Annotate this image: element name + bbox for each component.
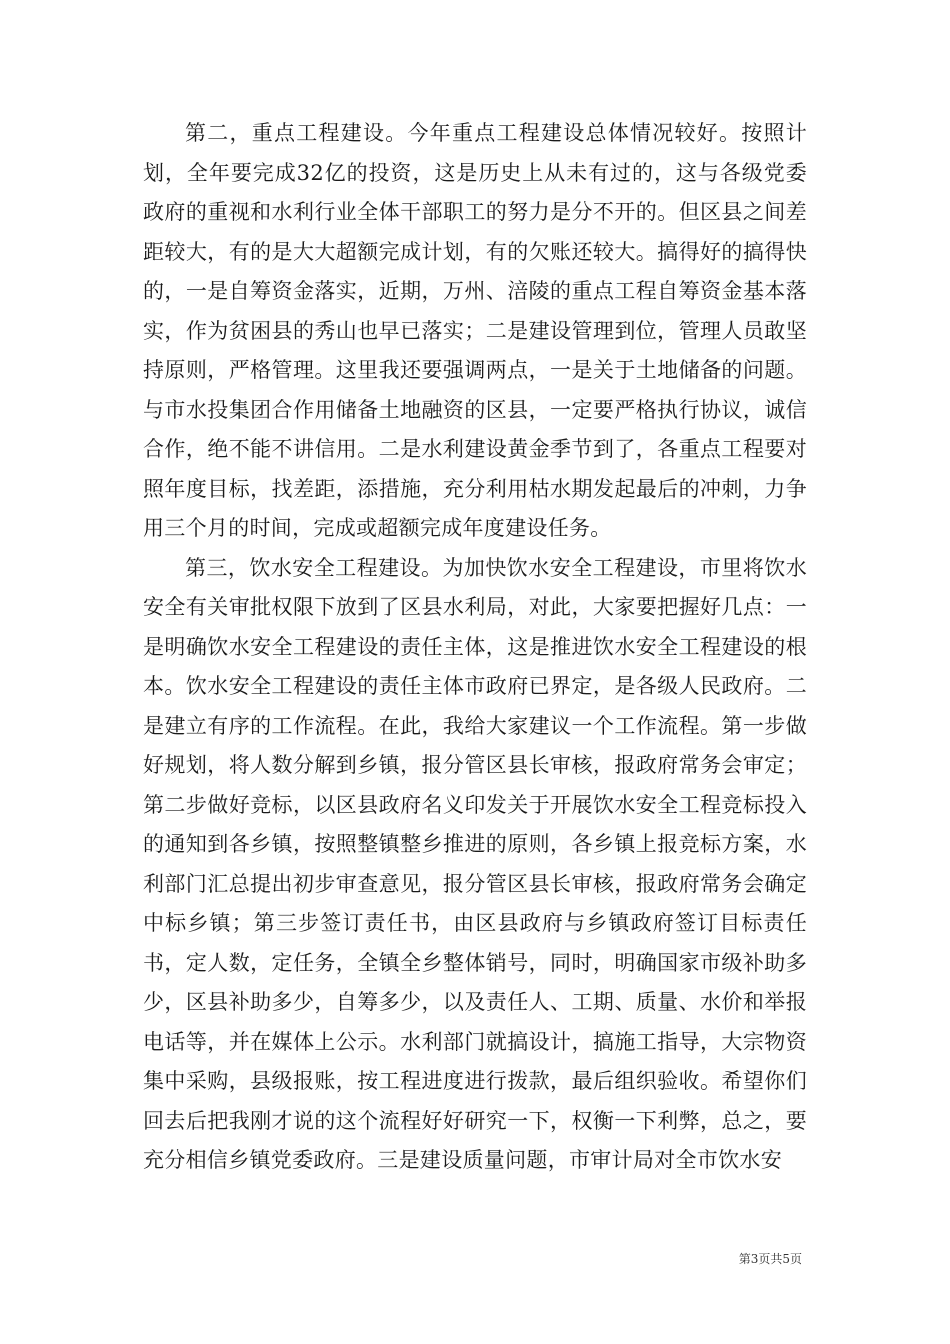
document-body — [143, 114, 807, 1181]
paragraph-key-projects: 第二，重点工程建设。今年重点工程建设总体情况较好。按照计划，全年要完成32亿的投资，这是历史上从未有过的，这与各级党委政府的重视和水利行业全体干部职工的努力是分不开的。但区县之间差距较大，有的是大大超额完成计划，有的欠账还较大。搞得好的搞得快的，一是自筹资金落实，近期，万州、涪陵的重点工程自筹资金基本落实，作为贫困县的秀山也早已落实；二是建设管理到位，管理人员敢坚持原则，严格管理。这里我还要强调两点，一是关于土地储备的问题。与市水投集团合作用储备土地融资的区县，一定要严格执行协议，诚信合作，绝不能不讲信用。二是水利建设黄金季节到了，各重点工程要对照年度目标，找差距，添措施，充分利用枯水期发起最后的冲刺，力争用三个月的时间，完成或超额完成年度建设任务。 — [143, 121, 807, 540]
paragraph-drinking-water: 第三，饮水安全工程建设。为加快饮水安全工程建设，市里将饮水安全有关审批权限下放到了区县水利局，对此，大家要把握好几点：一是明确饮水安全工程建设的责任主体，这是推进饮水安全工程建设的根本。饮水安全工程建设的责任主体市政府已界定，是各级人民政府。二是建立有序的工作流程。在此，我给大家建议一个工作流程。第一步做好规划，将人数分解到乡镇，报分管区县长审核，报政府常务会审定；第二步做好竞标，以区县政府名义印发关于开展饮水安全工程竞标投入的通知到各乡镇，按照整镇整乡推进的原则，各乡镇上报竞标方案，水利部门汇总提出初步审查意见，报分管区县长审核，报政府常务会确定中标乡镇；第三步签订责任书，由区县政府与乡镇政府签订目标责任书，定人数，定任务，全镇全乡整体销号，同时，明确国家市级补助多少，区县补助多少，自筹多少，以及责任人、工期、质量、水价和举报电话等，并在媒体上公示。水利部门就搞设计，搞施工指导，大宗物资集中采购，县级报账，按工程进度进行拨款，最后组织验收。希望你们回去后把我刚才说的这个流程好好研究一下，权衡一下利弊，总之，要充分相信乡镇党委政府。三是建设质量问题，市审计局对全市饮水安 — [143, 555, 807, 1172]
page-number: 第3页共5页 — [738, 1252, 802, 1266]
